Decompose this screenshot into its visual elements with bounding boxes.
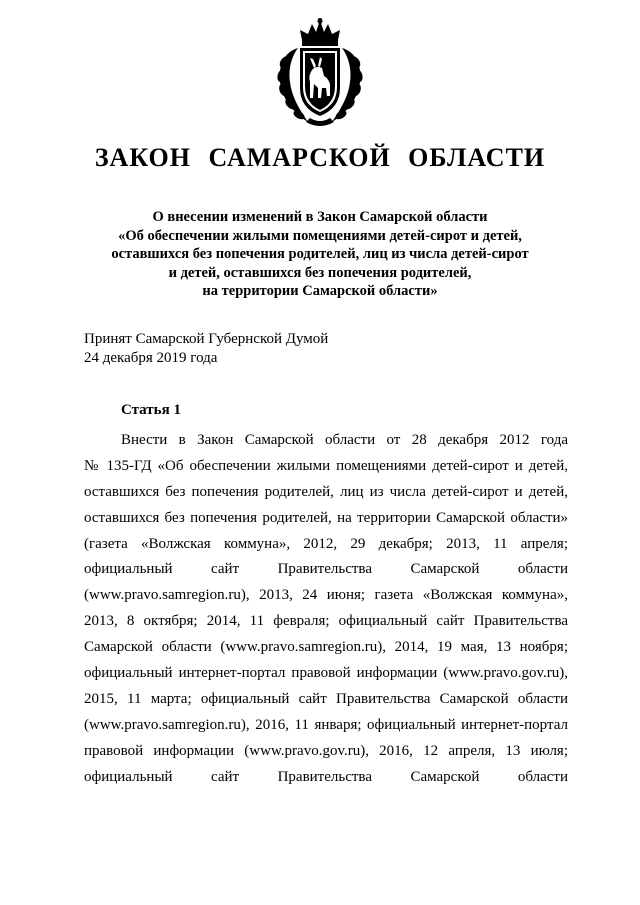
body-line: Самарской области (www.pravo.samregion.ru), 2014, 19 мая, 13 ноября; bbox=[84, 639, 568, 656]
body-line: правовой информации (www.pravo.gov.ru), 2016, 12 апреля, 13 июля; bbox=[84, 742, 568, 759]
adoption-body: Принят Самарской Губернской Думой bbox=[84, 331, 329, 347]
body-line: оставшихся без попечения родителей, лиц из числа детей-сирот и детей, bbox=[84, 483, 568, 500]
body-line: (www.pravo.samregion.ru), 2013, 24 июня; газета «Волжская коммуна», bbox=[84, 587, 568, 604]
law-subtitle bbox=[70, 208, 570, 301]
article-body bbox=[84, 428, 568, 790]
body-line: № 135-ГД «Об обеспечении жилыми помещениями детей-сирот и детей, bbox=[84, 457, 568, 474]
body-line: оставшихся без попечения родителей, на территории Самарской области» bbox=[84, 509, 568, 526]
law-title: ЗАКОН САМАРСКОЙ ОБЛАСТИ bbox=[94, 143, 546, 172]
adoption-note bbox=[84, 330, 328, 368]
body-line: официальный интернет-портал правовой информации (www.pravo.gov.ru), bbox=[84, 665, 568, 682]
coat-of-arms-graphic bbox=[270, 18, 370, 130]
subtitle-line: оставшихся без попечения родителей, лиц из числа детей-сирот bbox=[111, 246, 529, 262]
body-line: официальный сайт Правительства Самарской области bbox=[84, 561, 568, 578]
body-line: (www.pravo.samregion.ru), 2016, 11 января; официальный интернет-портал bbox=[84, 716, 568, 733]
body-line: (газета «Волжская коммуна», 2012, 29 декабря; 2013, 11 апреля; bbox=[84, 535, 568, 552]
article-heading: Статья 1 bbox=[121, 402, 181, 418]
samara-oblast-coat-of-arms-icon bbox=[270, 18, 370, 130]
adoption-date: 24 декабря 2019 года bbox=[84, 350, 218, 366]
subtitle-line: «Об обеспечении жилыми помещениями детей-сирот и детей, bbox=[118, 227, 522, 244]
subtitle-line: и детей, оставшихся без попечения родителей, bbox=[168, 264, 472, 281]
subtitle-line: О внесении изменений в Закон Самарской области bbox=[152, 209, 488, 225]
body-line: официальный сайт Правительства Самарской области bbox=[84, 768, 568, 785]
body-line: 2013, 8 октября; 2014, 11 февраля; официальный сайт Правительства bbox=[84, 613, 568, 630]
body-line: 2015, 11 марта; официальный сайт Правительства Самарской области bbox=[84, 690, 568, 707]
subtitle-line: на территории Самарской области» bbox=[202, 283, 438, 299]
body-line: Внести в Закон Самарской области от 28 декабря 2012 года bbox=[121, 432, 568, 448]
